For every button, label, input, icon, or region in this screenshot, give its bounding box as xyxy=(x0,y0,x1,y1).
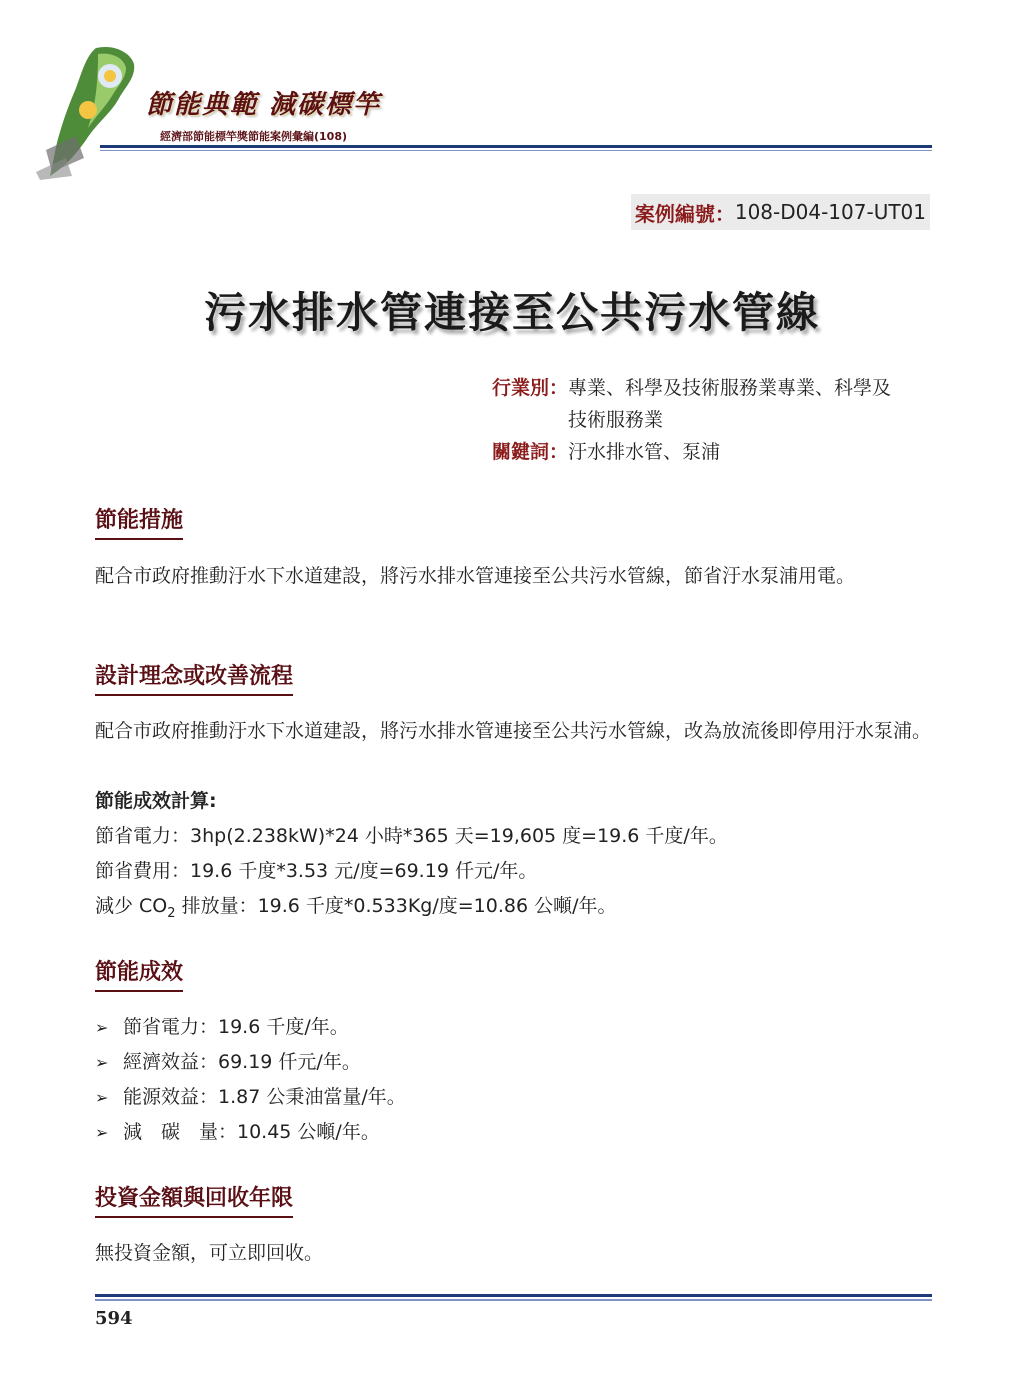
header-rule-thin xyxy=(100,150,932,151)
calc-heading: 節能成效計算: xyxy=(95,790,217,812)
footer-rule xyxy=(95,1294,932,1297)
page-title: 污水排水管連接至公共污水管線 xyxy=(203,288,820,337)
taiwan-logo-icon xyxy=(26,40,146,180)
measures-text: 配合市政府推動汙水下水道建設，將污水排水管連接至公共污水管線，節省汙水泵浦用電。 xyxy=(95,565,856,587)
page-number: 594 xyxy=(95,1308,133,1329)
result-energy: 能源效益：1.87 公秉油當量/年。 xyxy=(123,1086,406,1108)
header-rule xyxy=(100,145,932,148)
calc-line-co2 xyxy=(95,889,617,931)
result-electricity: 節省電力：19.6 千度/年。 xyxy=(123,1016,349,1038)
industry-value: 專業、科學及技術服務業專業、科學及技術服務業 xyxy=(568,377,892,431)
case-meta xyxy=(492,372,908,468)
list-item xyxy=(95,1045,406,1080)
results-heading: 節能成效 xyxy=(95,958,183,992)
result-carbon: 減 碳 量：10.45 公噸/年。 xyxy=(123,1121,380,1143)
footer-rule-thin xyxy=(95,1299,932,1301)
case-number-box xyxy=(631,194,930,230)
industry-label: 行業別： xyxy=(492,377,569,399)
header-slogan: 節能典範 減碳標竿 xyxy=(146,90,382,120)
keywords-value: 汙水排水管、泵浦 xyxy=(568,441,721,463)
list-item xyxy=(95,1080,406,1115)
keywords-row xyxy=(492,436,908,468)
measures-heading: 節能措施 xyxy=(95,506,183,540)
keywords-label: 關鍵詞： xyxy=(492,441,569,463)
calc-co2-subscript: 2 xyxy=(167,905,176,921)
investment-heading: 投資金額與回收年限 xyxy=(95,1184,293,1218)
arrow-bullet-icon: ➢ xyxy=(95,1018,109,1037)
results-list xyxy=(95,1010,406,1150)
list-item xyxy=(95,1115,406,1150)
calc-co2-rest: 排放量：19.6 千度*0.533Kg/度=10.86 公噸/年。 xyxy=(175,895,617,917)
industry-row xyxy=(492,372,908,436)
arrow-bullet-icon: ➢ xyxy=(95,1053,109,1072)
investment-text: 無投資金額，可立即回收。 xyxy=(95,1242,324,1264)
header-subtitle: 經濟部節能標竿獎節能案例彙編(108) xyxy=(160,130,348,143)
case-number-label: 案例編號： xyxy=(634,201,735,226)
arrow-bullet-icon: ➢ xyxy=(95,1088,109,1107)
calc-co2-prefix: 減少 CO xyxy=(95,895,168,917)
case-number-value: 108-D04-107-UT01 xyxy=(734,200,926,224)
arrow-bullet-icon: ➢ xyxy=(95,1123,109,1142)
calc-line-electricity: 節省電力：3hp(2.238kW)*24 小時*365 天=19,605 度=19.6 千度/年。 xyxy=(95,825,728,847)
result-economic: 經濟效益：69.19 仟元/年。 xyxy=(123,1051,361,1073)
design-heading: 設計理念或改善流程 xyxy=(95,662,293,696)
design-text: 配合市政府推動汙水下水道建設，將污水排水管連接至公共污水管線，改為放流後即停用汙水泵浦。 xyxy=(95,720,932,742)
calc-line-cost: 節省費用：19.6 千度*3.53 元/度=69.19 仟元/年。 xyxy=(95,860,538,882)
list-item xyxy=(95,1010,406,1045)
